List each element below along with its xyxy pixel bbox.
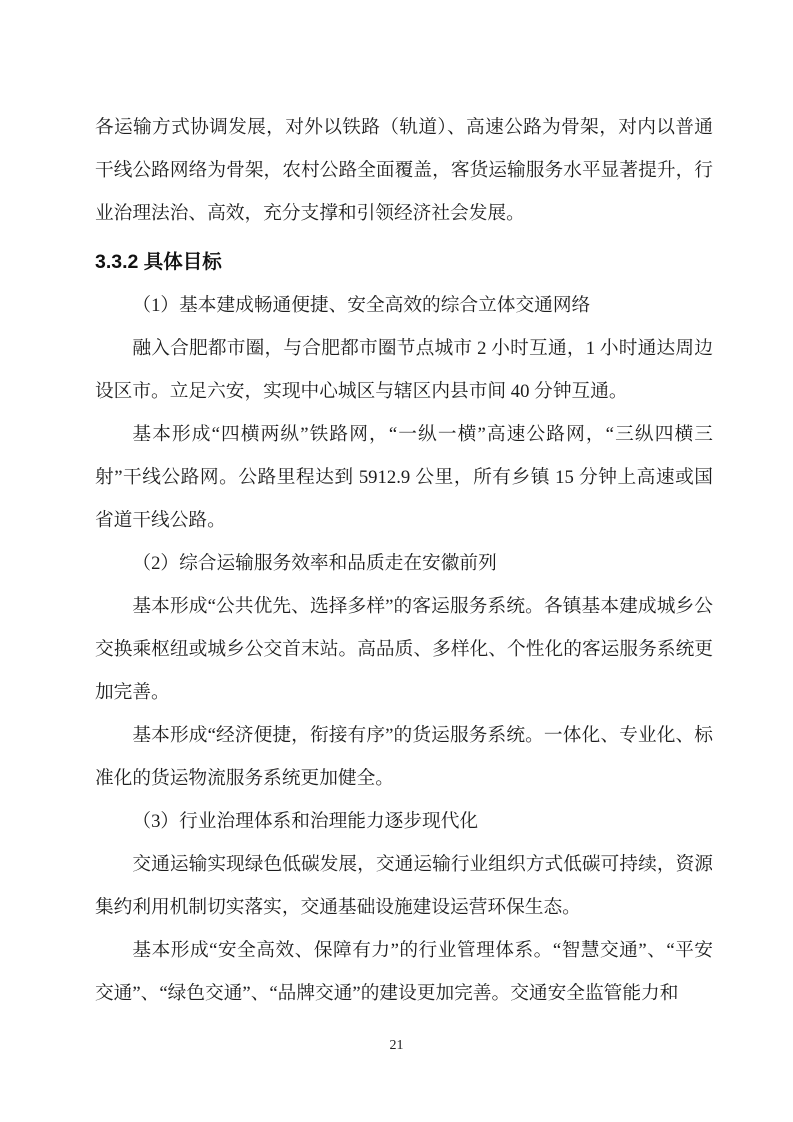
paragraph-passenger-service-system: 基本形成“公共优先、选择多样”的客运服务系统。各镇基本建成城乡公交换乘枢纽或城乡公交首末站。高品质、多样化、个性化的客运服务系统更加完善。: [95, 596, 713, 703]
document-content: [95, 106, 713, 1015]
paragraph-industry-management-system: 基本形成“安全高效、保障有力”的行业管理体系。“智慧交通”、“平安交通”、“绿色交通”、“品牌交通”的建设更加完善。交通安全监管能力和: [95, 940, 713, 1004]
paragraph-hefei-metro-connectivity: 融入合肥都市圈，与合肥都市圈节点城市 2 小时互通，1 小时通达周边设区市。立足六安，实现中心城区与辖区内县市间 40 分钟互通。: [95, 338, 713, 402]
subsection-1-title: （1）基本建成畅通便捷、安全高效的综合立体交通网络: [132, 295, 591, 316]
subsection-2-title: （2）综合运输服务效率和品质走在安徽前列: [132, 553, 497, 574]
paragraph-freight-service-system: 基本形成“经济便捷，衔接有序”的货运服务系统。一体化、专业化、标准化的货运物流服务系统更加健全。: [95, 725, 713, 789]
paragraph-rail-highway-network: 基本形成“四横两纵”铁路网，“一纵一横”高速公路网，“三纵四横三射”干线公路网。公路里程达到 5912.9 公里，所有乡镇 15 分钟上高速或国省道干线公路。: [95, 424, 713, 531]
page-number: 21: [389, 1038, 404, 1053]
paragraph-overall-goal-continuation: 各运输方式协调发展，对外以铁路（轨道）、高速公路为骨架，对内以普通干线公路网络为骨架，农村公路全面覆盖，客货运输服务水平显著提升，行业治理法治、高效，充分支撑和引领经济社会发展。: [95, 117, 713, 224]
subsection-3-title: （3）行业治理体系和治理能力逐步现代化: [132, 811, 479, 832]
section-heading: 3.3.2 具体目标: [95, 251, 222, 273]
paragraph-green-low-carbon: 交通运输实现绿色低碳发展，交通运输行业组织方式低碳可持续，资源集约利用机制切实落实，交通基础设施建设运营环保生态。: [95, 854, 713, 918]
